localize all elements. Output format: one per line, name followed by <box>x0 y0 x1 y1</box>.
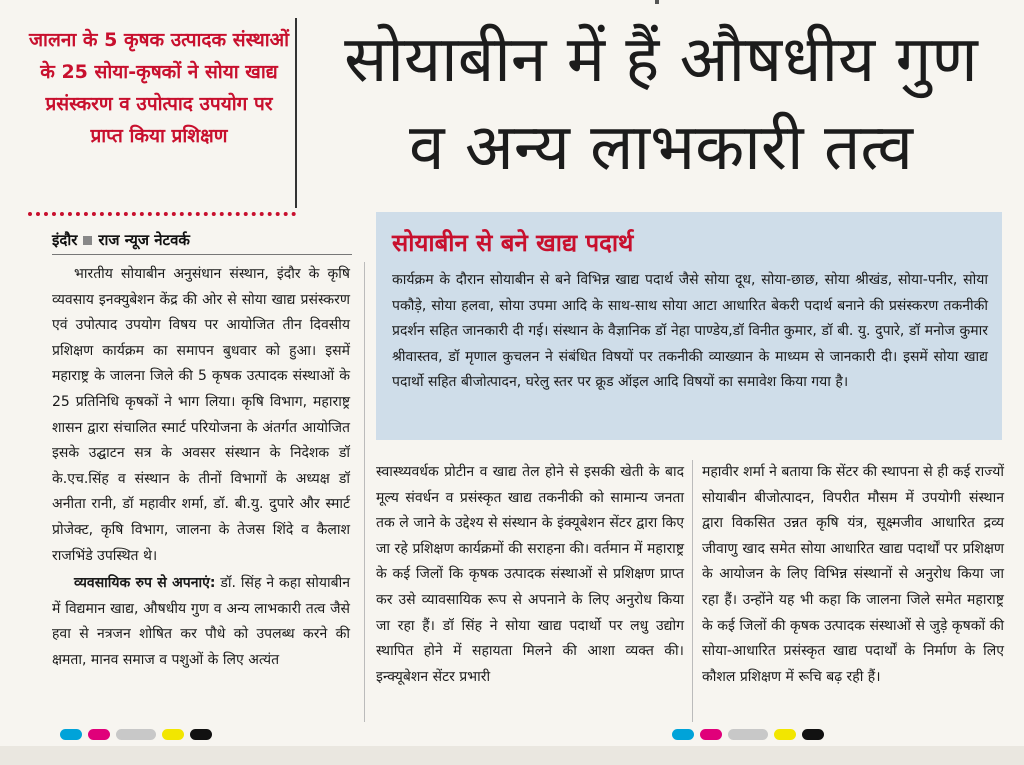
byline-agency: राज न्यूज नेटवर्क <box>98 231 190 249</box>
article-column-3 <box>702 460 1004 722</box>
box-text: कार्यक्रम के दौरान सोयाबीन से बने विभिन्न खाद्य पदार्थ जैसे सोया दूध, सोया-छाछ, सोया श्रीखंड, सोया-पनीर, सोया पकौड़े, सोया हलवा, सोया उपमा आदि के साथ-साथ सोया आटा आधारित बेकरी पदार्थ बनाने की प्रसंस्करण तकनीकी प्रदर्शन सहित जानकारी दी गई। संस्थान के वैज्ञानिक डॉ नेहा पाण्डेय,डॉ विनीत कुमार, डॉ बी. यु. दुपारे, डॉ मनोज कुमार श्रीवास्तव, डॉ मृणाल कुचलन ने संबंधित विषयों पर तकनीकी व्याख्यान के माध्यम से जानकारी दी। इसमें सोया खाद्य पदार्थो सहित बीजोत्पादन, घरेलु स्तर पर क्रूड ऑइल आदि विषयों का समावेश किया गया है। <box>392 272 988 391</box>
yellow-swatch <box>162 729 184 740</box>
column-divider <box>364 262 365 722</box>
black-swatch <box>190 729 212 740</box>
kicker-text: जालना के 5 कृषक उत्पादक संस्थाओं के 25 सोया-कृषकों ने सोया खाद्य प्रसंस्करण व उपोत्पाद उपयोग पर प्राप्त किया प्रशिक्षण <box>28 29 290 147</box>
byline <box>52 230 302 252</box>
kicker-divider <box>295 18 297 208</box>
byline-place: इंदौर <box>52 231 78 249</box>
color-registration-marks-left <box>60 727 260 741</box>
column-3-text: महावीर शर्मा ने बताया कि सेंटर की स्थापना से ही कई राज्यों सोयाबीन बीजोत्पादन, विपरीत मौसम में उपयोगी संस्थान द्वारा विकसित उन्नत कृषि यंत्र, सूक्ष्मजीव आधारित द्रव्य जीवाणु खाद समेत सोया आधारित खाद्य पदार्थों पर प्रशिक्षण के आयोजन के लिए विभिन्न संस्थानों से अनुरोध किया जा रहा हैं। उन्होंने यह भी कहा कि जालना जिले समेत महाराष्ट्र के कई जिलों की कृषक उत्पादक संस्थाओं से जुड़े कृषकों की सोया-आधारित प्रसंस्कृत खाद्य पदार्थों के निर्माण के लिए कौशल प्रशिक्षण में रूचि बढ़ रही हैं। <box>702 464 1004 685</box>
headline-line-2: व अन्य लाभकारी तत्व <box>409 111 913 185</box>
column-1-paragraph-2-text: डॉ. सिंह ने कहा सोयाबीन में विद्यमान खाद्य, औषधीय गुण व अन्य लाभकारी तत्व जैसे हवा से नत्रजन शोषित कर पौधे को उपलब्ध करने की क्षमता, मानव समाज व पशुओं के लिए अत्यंत <box>52 575 351 668</box>
headline <box>300 16 1022 196</box>
black-swatch <box>802 729 824 740</box>
box-title: सोयाबीन से बने खाद्य पदार्थ <box>392 229 634 257</box>
gray-swatch <box>728 729 768 740</box>
trim-mark <box>655 0 659 4</box>
headline-line-1: सोयाबीन में हैं औषधीय गुण <box>344 23 978 97</box>
magenta-swatch <box>700 729 722 740</box>
byline-divider <box>52 254 352 255</box>
article-column-2 <box>376 460 684 722</box>
yellow-swatch <box>774 729 796 740</box>
dotted-divider <box>28 212 296 216</box>
magenta-swatch <box>88 729 110 740</box>
color-registration-marks-right <box>672 727 872 741</box>
cyan-swatch <box>672 729 694 740</box>
column-1-paragraph-1: भारतीय सोयाबीन अनुसंधान संस्थान, इंदौर के कृषि व्यवसाय इनक्युबेशन केंद्र की ओर से सोया खाद्य प्रसंस्करण एवं उपोत्पाद उपयोग विषय पर आयोजित तीन दिवसीय प्रशिक्षण कार्यक्रम का समापन बुधवार को हुआ। इसमें महाराष्ट्र के जालना जिले की 5 कृषक उत्पादक संस्थाओं के 25 प्रतिनिधि कृषकों ने भाग लिया। कृषि विभाग, महाराष्ट्र शासन द्वारा संचालित स्मार्ट परियोजना के अंतर्गत आयोजित इसके उद्घाटन सत्र के अवसर संस्थान के निदेशक डॉ के.एच.सिंह व संस्थान के तीनों विभागों के अध्यक्ष डॉ अनीता रानी, डॉ महावीर शर्मा, डॉ. बी.यु. दुपारे और स्मार्ट प्रोजेक्ट, कृषि विभाग, जालना के तेजस शिंदे व कैलाश राजभिंडे उपस्थित थे। <box>52 266 350 564</box>
gray-swatch <box>116 729 156 740</box>
square-bullet-icon <box>83 236 92 245</box>
article-column-1 <box>52 262 350 722</box>
page-bottom-margin <box>0 746 1024 765</box>
subheading: व्यवसायिक रुप से अपनाएं: <box>74 575 216 592</box>
column-1-paragraph-2 <box>52 571 350 673</box>
column-2-text: स्वास्थ्यवर्धक प्रोटीन व खाद्य तेल होने से इसकी खेती के बाद मूल्य संवर्धन व प्रसंस्कृत खाद्य तकनीकी को सामान्य जनता तक ले जाने के उद्देश्य से संस्थान के इंक्यूबेशन सेंटर द्वारा किए जा रहे प्रशिक्षण कार्यक्रमों की सराहना की। वर्तमान में महाराष्ट्र के कई जिलों कि कृषक उत्पादक संस्थाओं से प्रशिक्षण प्राप्त कर उसे व्यावसायिक रूप से अपनाने के लिए अनुरोध किया जा रहा हैं। डॉ सिंह ने सोया खाद्य पदार्थो पर लधु उद्योग स्थापित होने में सहायता मिलने की आशा व्यक्त की। इन्क्यूबेशन सेंटर प्रभारी <box>376 464 684 685</box>
column-divider <box>692 460 693 722</box>
cyan-swatch <box>60 729 82 740</box>
